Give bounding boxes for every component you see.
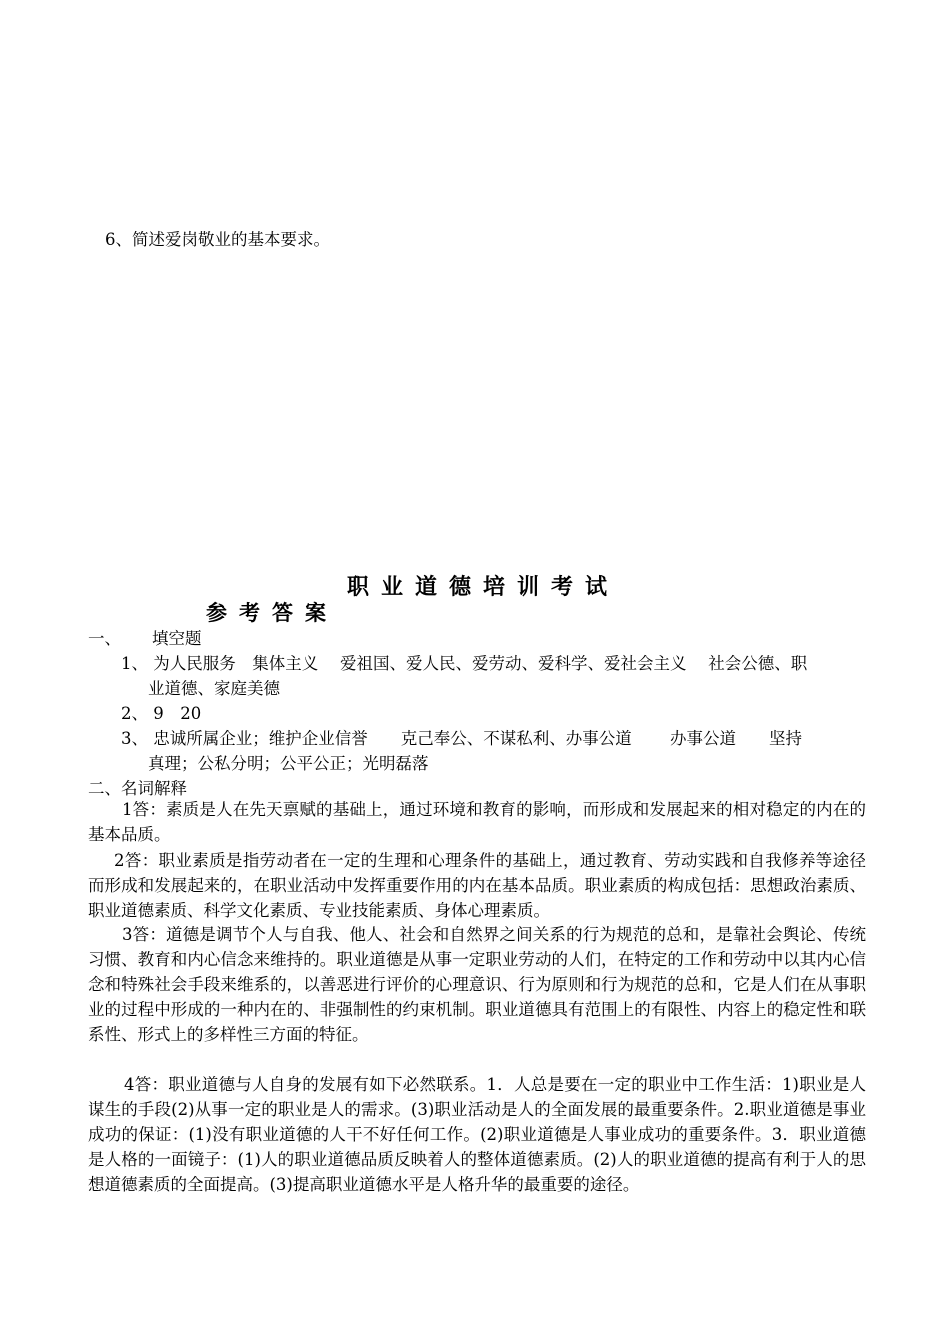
fill-answer-1: 1、 为人民服务 集体主义 爱祖国、爱人民、爱劳动、爱科学、爱社会主义 社会公德、职 (121, 654, 808, 673)
section-1-number: 一、 (88, 629, 121, 648)
definition-answer-2: 2答：职业素质是指劳动者在一定的生理和心理条件的基础上，通过教育、劳动实践和自我修养等途径而形成和发展起来的，在职业活动中发挥重要作用的内在基本品质。职业素质的构成包括：思想政治素质、职业道德素质、科学文化素质、专业技能素质、身体心理素质。 (88, 851, 866, 920)
definition-answer-1: 1答：素质是人在先天禀赋的基础上，通过环境和教育的影响，而形成和发展起来的相对稳定的内在的基本品质。 (88, 800, 866, 844)
fill-answer-3-cont: 真理；公私分明；公平公正；光明磊落 (148, 754, 429, 773)
definition-answer-4: 4答：职业道德与人自身的发展有如下必然联系。1．人总是要在一定的职业中工作生活：1)职业是人谋生的手段(2)从事一定的职业是人的需求。(3)职业活动是人的全面发展的最重要条件。2.职业道德是事业成功的保证：(1)没有职业道德的人干不好任何工作。(2)职业道德是人事业成功的重要条件。3．职业道德是人格的一面镜子：(1)人的职业道德品质反映着人的整体道德素质。(2)人的职业道德的提高有利于人的思想道德素质的全面提高。(3)提高职业道德水平是人格升华的最重要的途径。 (88, 1075, 866, 1194)
section-2-heading: 二、名词解释 (88, 779, 187, 798)
exam-title: 职业道德培训考试 (346, 575, 619, 600)
fill-answer-1-cont: 业道德、家庭美德 (148, 679, 280, 698)
section-1-heading (88, 625, 202, 649)
answer-key-title: 参考答案 (206, 601, 338, 625)
question-6: 6、简述爱岗敬业的基本要求。 (105, 230, 330, 249)
definition-answer-3: 3答：道德是调节个人与自我、他人、社会和自然界之间关系的行为规范的总和，是靠社会舆论、传统习惯、教育和内心信念来维持的。职业道德是从事一定职业劳动的人们，在特定的工作和劳动中以其内心信念和特殊社会手段来维系的，以善恶进行评价的心理意识、行为原则和行为规范的总和，它是人们在从事职业的过程中形成的一种内在的、非强制性的约束机制。职业道德具有范围上的有限性、内容上的稳定性和联系性、形式上的多样性三方面的特征。 (88, 925, 866, 1044)
fill-answer-2: 2、 9 20 (121, 704, 202, 723)
fill-answer-3: 3、 忠诚所属企业；维护企业信誉 克己奉公、不谋私利、办事公道 办事公道 坚持 (121, 729, 802, 748)
section-1-title: 填空题 (152, 629, 202, 648)
